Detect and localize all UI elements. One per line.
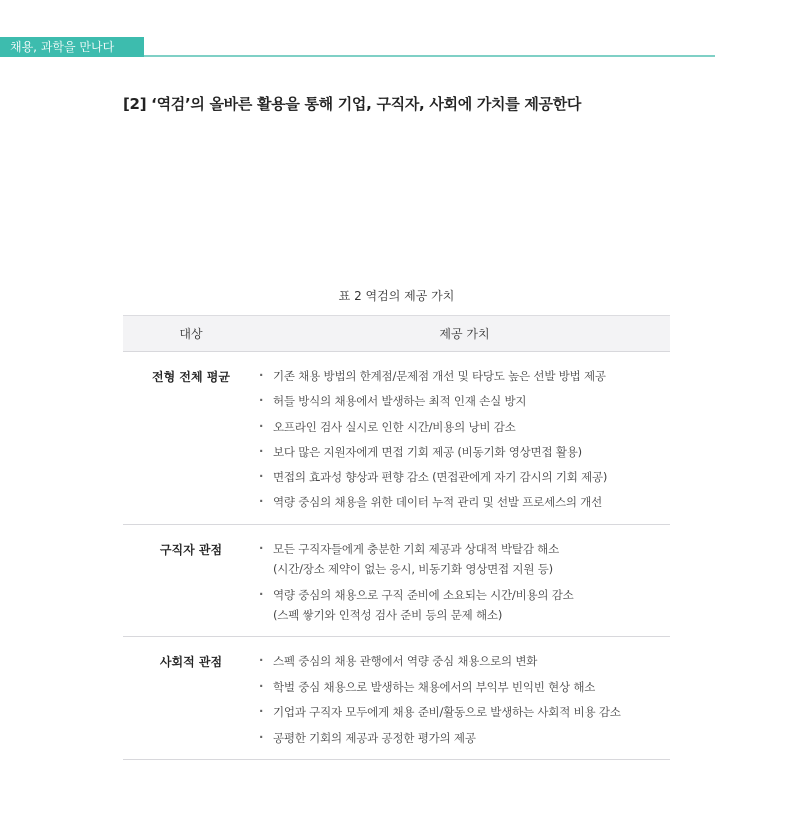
list-item: · 스펙 중심의 채용 관행에서 역량 중심 채용으로의 변화 [259, 653, 670, 679]
list-item-line: · 역량 중심의 채용으로 구직 준비에 소요되는 시간/비용의 감소 [273, 588, 574, 602]
list-item-subline: (시간/장소 제약이 없는 응시, 비동기화 영상면접 지원 등) [273, 562, 553, 576]
row-label: 전형 전체 평균 [152, 370, 230, 384]
list-item: · 학벌 중심 채용으로 발생하는 채용에서의 부익부 빈익빈 현상 해소 [259, 679, 670, 705]
list-item: · 역량 중심의 채용을 위한 데이터 누적 관리 및 선발 프로세스의 개선 [259, 494, 670, 519]
list-item-line: · 모든 구직자들에게 충분한 기회 제공과 상대적 박탈감 해소 [273, 542, 560, 556]
header-target: 대상 [179, 327, 203, 341]
value-list [259, 368, 670, 520]
list-item [259, 541, 670, 587]
value-list [259, 541, 670, 633]
value-table [123, 315, 670, 760]
header-value: 제공 가치 [439, 327, 490, 341]
table-bottom-rule [123, 759, 670, 760]
list-item: · 오프라인 검사 실시로 인한 시간/비용의 낭비 감소 [259, 419, 670, 444]
row-label: 구직자 관점 [159, 543, 223, 557]
header-divider [144, 55, 715, 57]
section-title: [2] ‘역검’의 올바른 활용을 통해 기업, 구직자, 사회에 가치를 제공한다 [123, 95, 582, 113]
section-tag: 채용, 과학을 만나다 [0, 37, 144, 57]
table-row [123, 636, 670, 759]
list-item: · 공평한 기회의 제공과 공정한 평가의 제공 [259, 730, 670, 756]
list-item: · 기존 채용 방법의 한계점/문제점 개선 및 타당도 높은 선발 방법 제공 [259, 368, 670, 393]
table-row [123, 524, 670, 636]
table-header [123, 315, 670, 351]
table-row [123, 351, 670, 524]
table-caption: 표 2 역검의 제공 가치 [338, 289, 455, 303]
list-item: · 면접의 효과성 향상과 편향 감소 (면접관에게 자기 감시의 기회 제공) [259, 469, 670, 494]
list-item: · 기업과 구직자 모두에게 채용 준비/활동으로 발생하는 사회적 비용 감소 [259, 704, 670, 730]
list-item [259, 587, 670, 633]
list-item-subline: (스펙 쌓기와 인적성 검사 준비 등의 문제 해소) [273, 608, 503, 622]
list-item: · 보다 많은 지원자에게 면접 기회 제공 (비동기화 영상면접 활용) [259, 444, 670, 469]
row-label: 사회적 관점 [159, 655, 223, 669]
value-list [259, 653, 670, 755]
list-item: · 허들 방식의 채용에서 발생하는 최적 인재 손실 방지 [259, 393, 670, 418]
